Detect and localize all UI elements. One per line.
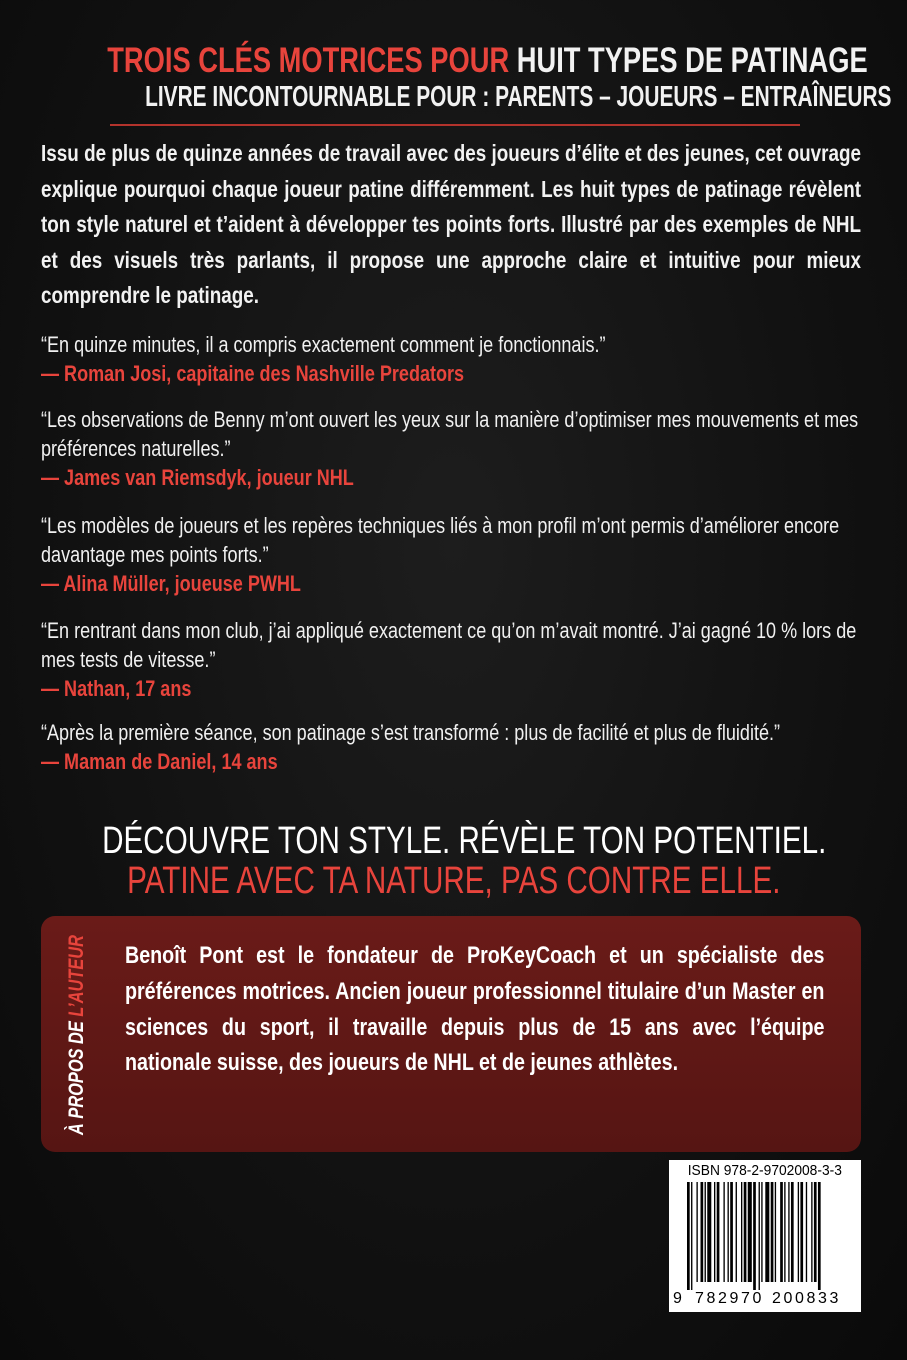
barcode-bar — [771, 1182, 774, 1282]
intro-text: Issu de plus de quinze années de travail avec des joueurs d’élite et des jeunes, cet ouvrage explique pourquoi chaque joueur patine différemment. Les huit types de patinage révèlent ton style naturel et t’aident à développer tes points forts. Illustré par des exemples de NHL et des visuels très parlants, il propose une approche claire et intuitive pour mieux comprendre le patinage. — [41, 140, 861, 309]
barcode-bar — [730, 1182, 733, 1282]
tagline-secondary-text: PATINE AVEC TA NATURE, PAS CONTRE ELLE. — [126, 860, 781, 902]
barcode-digits — [669, 1290, 861, 1310]
barcode-bar — [717, 1182, 720, 1282]
testimonial — [41, 405, 861, 493]
barcode-bar — [761, 1182, 762, 1282]
intro-paragraph — [41, 136, 861, 314]
barcode-digit-first: 9 — [673, 1290, 682, 1307]
isbn-barcode — [669, 1160, 861, 1312]
headline-primary-red: TROIS CLÉS MOTRICES POUR — [107, 41, 510, 80]
barcode-bar — [691, 1182, 692, 1290]
header-divider — [110, 124, 800, 126]
about-author-bio: Benoît Pont est le fondateur de ProKeyCoach et un spécialiste des préférences motrices. Ancien joueur professionnel titulaire d’un Master en sciences du sport, il travaille depuis plus de 15 ans avec l’équipe nationale suisse, des joueurs de NHL et de jeunes athlètes. — [125, 942, 825, 1077]
testimonial — [41, 511, 861, 599]
testimonial-quote: “Les observations de Benny m’ont ouvert les yeux sur la manière d’optimiser mes mouvements et mes préférences naturelles.” — [41, 407, 859, 461]
barcode-bar — [814, 1182, 817, 1282]
about-author-text — [125, 938, 825, 1081]
barcode-bar — [759, 1182, 760, 1290]
isbn-label — [669, 1162, 861, 1179]
testimonial-quote: “Après la première séance, son patinage s’est transformé : plus de facilité et plus de fluidité.” — [41, 720, 781, 745]
barcode-bar — [818, 1182, 821, 1290]
barcode-bar — [748, 1182, 752, 1282]
headline-secondary-text: LIVRE INCONTOURNABLE POUR : PARENTS – JOUEURS – ENTRAÎNEURS — [145, 81, 892, 113]
barcode-bar — [714, 1182, 715, 1282]
about-label-red: L’AUTEUR — [65, 935, 88, 1017]
testimonial-author: — Roman Josi, capitaine des Nashville Predators — [41, 361, 465, 386]
barcode-digits-right: 200833 — [772, 1290, 841, 1307]
barcode-bar — [687, 1182, 690, 1290]
testimonial-author: — Alina Müller, joueuse PWHL — [41, 571, 301, 596]
barcode-bar — [701, 1182, 704, 1282]
barcode-bar — [753, 1182, 756, 1290]
testimonial — [41, 330, 861, 389]
barcode-bar — [791, 1182, 794, 1282]
tagline-primary-text: DÉCOUVRE TON STYLE. RÉVÈLE TON POTENTIEL. — [102, 820, 827, 862]
about-label-white: À PROPOS DE — [65, 1021, 88, 1135]
barcode-bar — [744, 1182, 747, 1282]
headline-secondary — [0, 80, 907, 114]
barcode-bar — [811, 1182, 812, 1282]
barcode-bar — [728, 1182, 729, 1282]
isbn-label-text: ISBN 978-2-9702008-3-3 — [687, 1162, 843, 1179]
barcode-bar — [736, 1182, 737, 1282]
testimonial-quote: “Les modèles de joueurs et les repères techniques liés à mon profil m’ont permis d’améliorer encore davantage mes points forts.” — [41, 513, 840, 567]
barcode-bar — [741, 1182, 742, 1282]
about-author-panel — [41, 916, 861, 1152]
headline-primary-white: HUIT TYPES DE PATINAGE — [516, 41, 868, 80]
testimonial — [41, 718, 861, 777]
barcode-bar — [798, 1182, 799, 1282]
testimonial-author: — James van Riemsdyk, joueur NHL — [41, 465, 354, 490]
tagline-secondary — [0, 860, 907, 902]
barcode-bar — [800, 1182, 803, 1282]
about-author-side-label — [61, 930, 93, 1140]
headline-primary — [0, 40, 907, 82]
testimonial-quote: “En quinze minutes, il a compris exactement comment je fonctionnais.” — [41, 332, 606, 357]
testimonial-author: — Maman de Daniel, 14 ans — [41, 749, 278, 774]
barcode-bars — [683, 1182, 853, 1290]
barcode-bar — [707, 1182, 711, 1282]
barcode-bar — [806, 1182, 807, 1282]
barcode-bar — [723, 1182, 724, 1282]
testimonial-author: — Nathan, 17 ans — [41, 676, 192, 701]
barcode-bar — [780, 1182, 783, 1282]
tagline-primary — [0, 820, 907, 862]
testimonial — [41, 616, 861, 704]
barcode-bar — [696, 1182, 697, 1282]
barcode-bar — [765, 1182, 769, 1282]
barcode-bar — [784, 1182, 785, 1282]
barcode-bar — [788, 1182, 789, 1282]
barcode-bar — [705, 1182, 706, 1282]
barcode-digits-left: 782970 — [695, 1290, 764, 1307]
barcode-bar — [775, 1182, 776, 1282]
testimonial-quote: “En rentrant dans mon club, j’ai appliqué exactement ce qu’on m’avait montré. J’ai gagné 10 % lors de mes tests de vitesse.” — [41, 618, 857, 672]
